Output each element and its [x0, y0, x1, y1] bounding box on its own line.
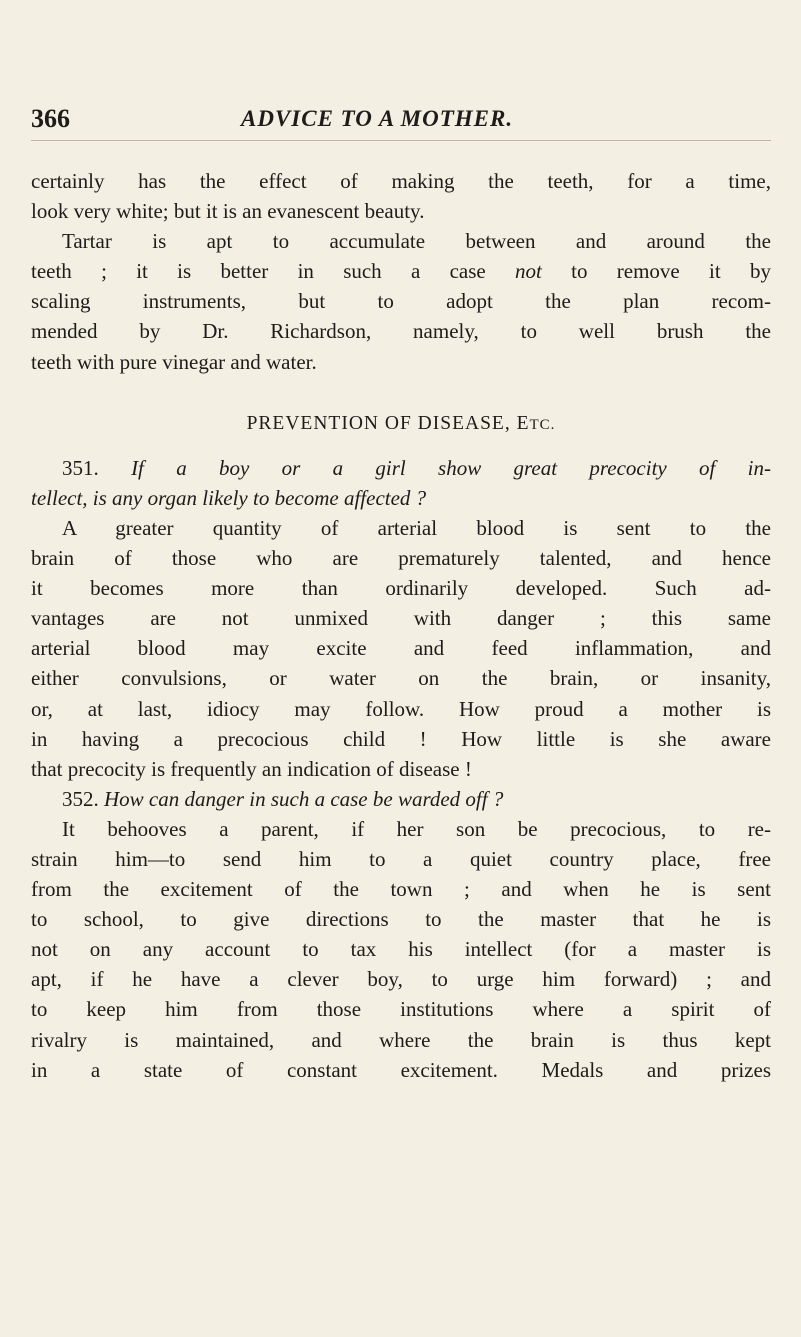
body-text: [31, 166, 771, 1085]
question-line: [31, 453, 771, 483]
question-number: 352.: [62, 786, 104, 811]
answer-line: to keep him from those institutions where a spirit of: [31, 997, 771, 1022]
emphasis: not: [515, 259, 542, 284]
answer-line: apt, if he have a clever boy, to urge him forward) ; and: [31, 967, 771, 992]
answer-line: rivalry is maintained, and where the brain is thus kept: [31, 1027, 771, 1052]
question-line: [31, 784, 771, 814]
running-head: ADVICE TO A MOTHER.: [241, 106, 514, 131]
spacer: [31, 439, 771, 453]
answer-line: from the excitement of the town ; and when he is sent: [31, 877, 771, 902]
text-line: teeth with pure vinegar and water.: [31, 349, 317, 374]
answer-line: brain of those who are prematurely talented, and hence: [31, 546, 771, 571]
question-352: [31, 784, 771, 1085]
answer-line: It behooves a parent, if her son be precocious, to re-: [62, 816, 771, 841]
page-header: [31, 104, 771, 144]
question-number: 351.: [62, 455, 132, 480]
answer-line: that precocity is frequently an indication of disease !: [31, 756, 472, 781]
page-number: 366: [31, 104, 70, 133]
answer-line: or, at last, idiocy may follow. How proud a mother is: [31, 696, 771, 721]
answer-line: arterial blood may excite and feed inflammation, and: [31, 636, 771, 661]
section-title-small: TC.: [529, 416, 556, 433]
question-text: If a boy or a girl show great precocity of in-: [131, 455, 771, 480]
text-line: [31, 256, 771, 286]
spacer: [31, 377, 771, 409]
text-span: to remove it by: [541, 259, 771, 284]
answer-line: in having a precocious child ! How little is she aware: [31, 726, 771, 751]
answer-line: vantages are not unmixed with danger ; this same: [31, 606, 771, 631]
text-line: scaling instruments, but to adopt the plan recom-: [31, 289, 771, 314]
paragraph: [31, 166, 771, 226]
answer-line: either convulsions, or water on the brain, or insanity,: [31, 666, 771, 691]
text-line: mended by Dr. Richardson, namely, to well brush the: [31, 319, 771, 344]
text-line: certainly has the effect of making the teeth, for a time,: [31, 169, 771, 193]
text-line: Tartar is apt to accumulate between and around the: [62, 229, 771, 254]
answer-line: it becomes more than ordinarily developed. Such ad-: [31, 576, 771, 601]
question-text: How can danger in such a case be warded off ?: [104, 786, 504, 811]
answer-line: not on any account to tax his intellect (for a master is: [31, 937, 771, 962]
answer-line: to school, to give directions to the master that he is: [31, 907, 771, 932]
section-title: PREVENTION OF DISEASE, E: [246, 412, 530, 434]
section-heading: [31, 409, 771, 439]
text-span: teeth ; it is better in such a case: [31, 259, 516, 284]
answer-line: strain him—to send him to a quiet country place, free: [31, 846, 771, 871]
text-line: look very white; but it is an evanescent beauty.: [31, 199, 425, 224]
answer-line: in a state of constant excitement. Medals and prizes: [31, 1057, 771, 1082]
paragraph: [31, 226, 771, 376]
answer-line: A greater quantity of arterial blood is sent to the: [62, 515, 771, 540]
question-line: tellect, is any organ likely to become affected ?: [31, 485, 427, 510]
question-351: [31, 453, 771, 784]
header-rule: [31, 140, 771, 141]
